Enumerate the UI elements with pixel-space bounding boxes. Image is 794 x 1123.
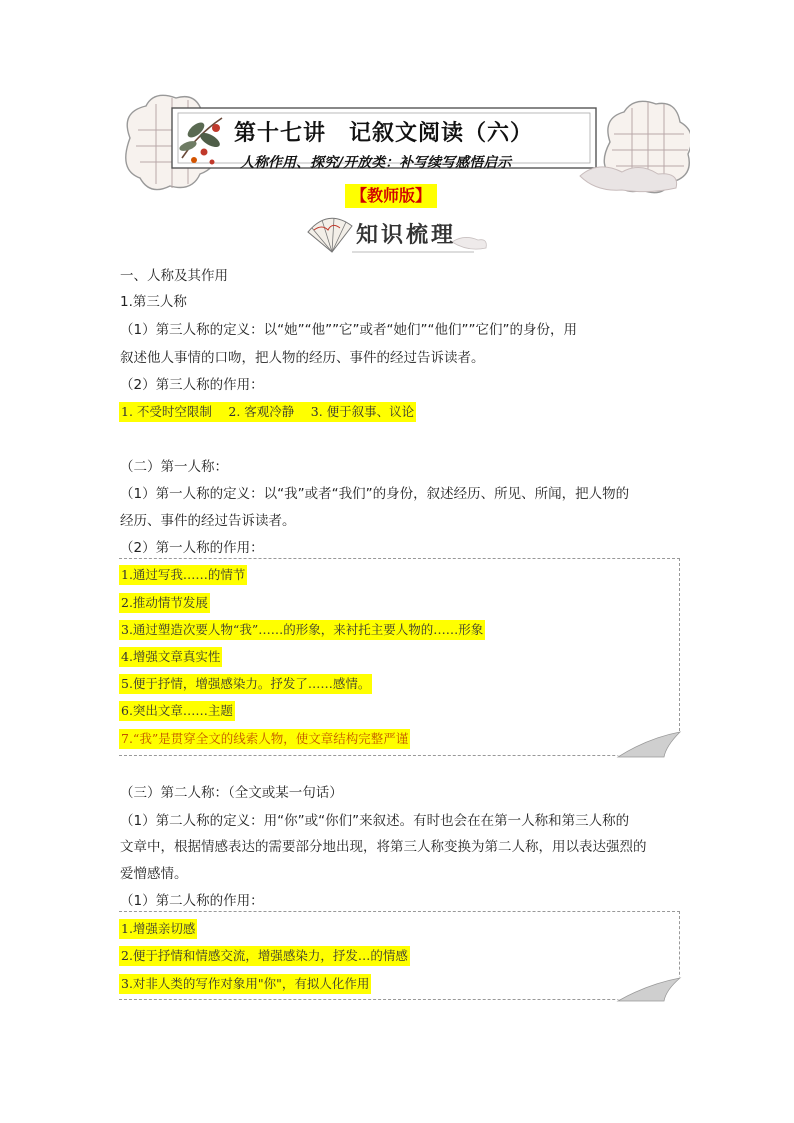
knowledge-header-label: 知识梳理 [356, 222, 457, 248]
third-person-heading: 1.第三人称 [120, 294, 187, 310]
second-person-heading: （三）第二人称：（全文或某一句话） [120, 785, 343, 801]
second-person-answer-item: 1.增强亲切感 [119, 919, 197, 939]
knowledge-header [302, 212, 492, 256]
first-person-answer-item: 2.推动情节发展 [119, 593, 210, 613]
third-person-definition: （1）第三人称的定义：以“她”“他””它”或者“她们”“他们””它们”的身份，用 [120, 322, 578, 338]
second-person-definition-cont: 爱憎感情。 [120, 866, 188, 882]
first-person-answer-item: 4.增强文章真实性 [119, 647, 222, 667]
second-person-answer-item: 2.便于抒情和情感交流，增强感染力，抒发…的情感 [119, 946, 410, 966]
first-person-answer-item: 6.突出文章……主题 [119, 701, 235, 721]
section-heading: 一、人称及其作用 [120, 268, 228, 284]
first-person-function-heading: （2）第一人称的作用： [120, 540, 264, 556]
first-person-answer-item: 3.通过塑造次要人物“我”……的形象，来衬托主要人物的……形象 [119, 620, 485, 640]
third-person-answer: 1. 不受时空限制 2. 客观冷静 3. 便于叙事、议论 [119, 402, 416, 422]
first-person-answer-item: 5.便于抒情，增强感染力。抒发了……感情。 [119, 674, 372, 694]
first-person-definition-cont: 经历、事件的经过告诉读者。 [120, 513, 296, 529]
page-subtitle: 人称作用、探究/开放类：补写续写感悟启示 [240, 155, 512, 171]
first-person-answer-item: 1.通过写我……的情节 [119, 565, 247, 585]
second-person-definition-cont: 文章中，根据情感表达的需要部分地出现，将第三人称变换为第二人称，用以表达强烈的 [120, 839, 647, 855]
page-title: 第十七讲 记叙文阅读（六） [234, 120, 534, 146]
second-person-definition: （1）第二人称的定义：用“你”或“你们”来叙述。有时也会在在第一人称和第三人称的 [120, 813, 630, 829]
first-person-definition: （1）第一人称的定义：以“我”或者“我们”的身份，叙述经历、所见、所闻，把人物的 [120, 486, 630, 502]
second-person-function-heading: （1）第二人称的作用： [120, 893, 264, 909]
first-person-answer-item: 7.“我”是贯穿全文的线索人物，使文章结构完整严谨 [119, 729, 410, 749]
first-person-heading: （二）第一人称： [120, 459, 228, 475]
second-person-answer-item: 3.对非人类的写作对象用"你"，有拟人化作用 [119, 974, 371, 994]
page-curl-decoration [614, 730, 682, 758]
edition-badge: 【教师版】 [345, 184, 437, 208]
page-curl-decoration [614, 976, 682, 1002]
third-person-function-heading: （2）第三人称的作用： [120, 377, 264, 393]
third-person-definition-cont: 叙述他人事情的口吻，把人物的经历、事件的经过告诉读者。 [120, 350, 485, 366]
